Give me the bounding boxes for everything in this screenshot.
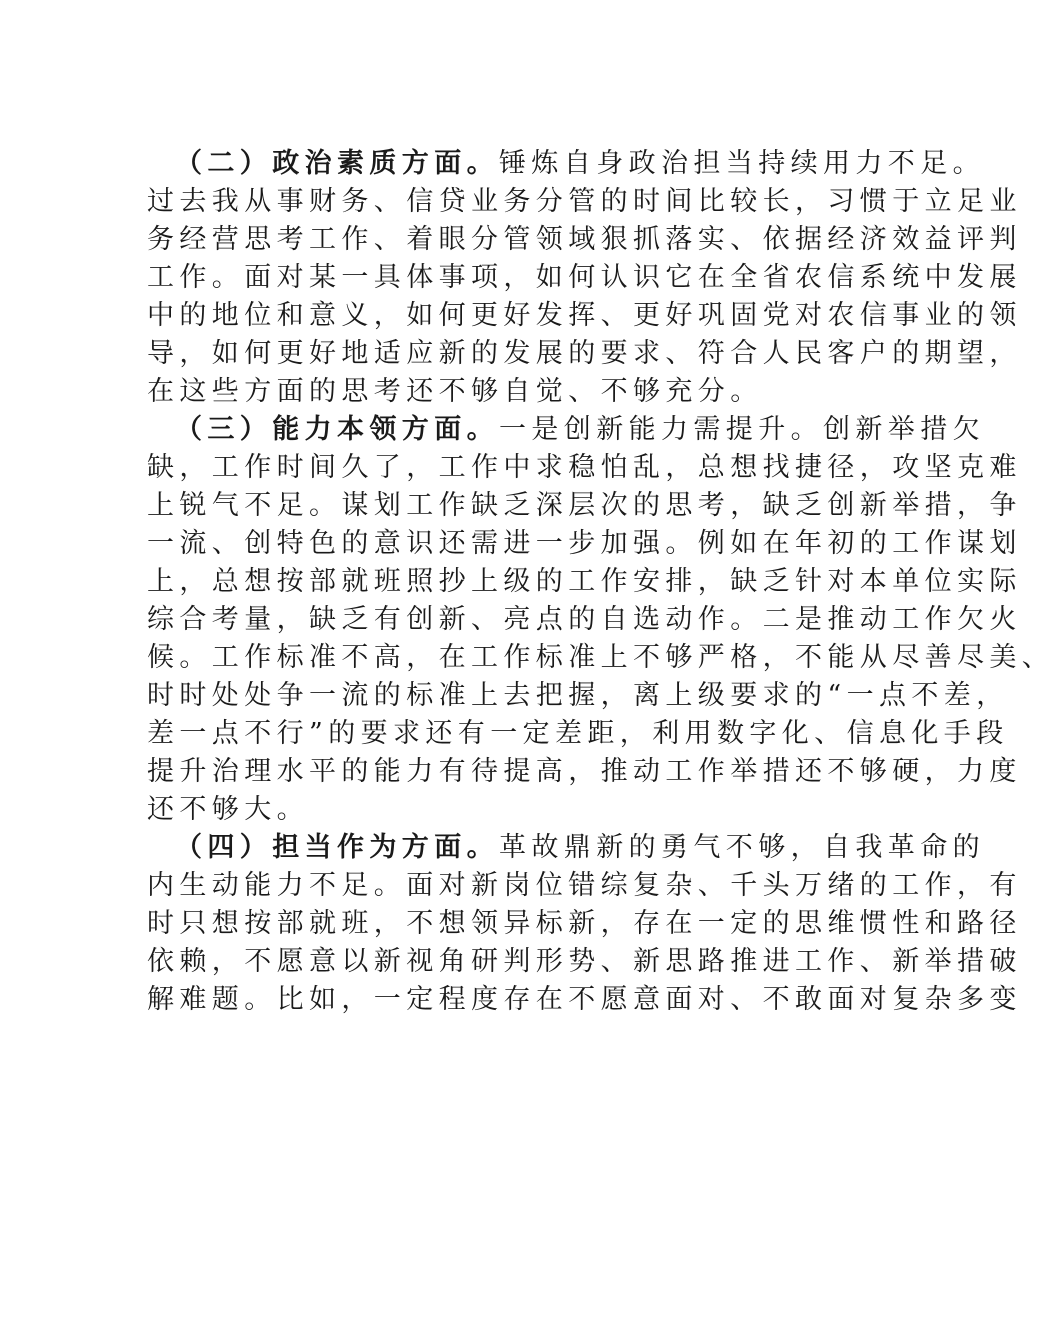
paragraph-line: 依赖，不愿意以新视角研判形势、新思路推进工作、新举措破: [147, 946, 1022, 977]
paragraph-line: 差一点不行”的要求还有一定差距，利用数字化、信息化手段: [147, 718, 1009, 749]
paragraph-line: 提升治理水平的能力有待提高，推动工作举措还不够硬，力度: [147, 756, 1022, 787]
text-span: 一是创新能力需提升。创新举措欠: [499, 414, 985, 445]
paragraph-line: 时只想按部就班，不想领异标新，存在一定的思维惯性和路径: [147, 908, 1022, 939]
paragraph-line: [175, 415, 985, 445]
paragraph-line: 上，总想按部就班照抄上级的工作安排，缺乏针对本单位实际: [147, 566, 1022, 597]
paragraph-line: 缺，工作时间久了，工作中求稳怕乱，总想找捷径，攻坚克难: [147, 452, 1022, 483]
paragraph-line: 在这些方面的思考还不够自觉、不够充分。: [147, 376, 763, 407]
paragraph-line: 务经营思考工作、着眼分管领域狠抓落实、依据经济效益评判: [147, 224, 1022, 255]
paragraph-line: 解难题。比如，一定程度存在不愿意面对、不敢面对复杂多变: [147, 984, 1022, 1015]
paragraph-line: 导，如何更好地适应新的发展的要求、符合人民客户的期望，: [147, 338, 1022, 369]
paragraph-line: 时时处处争一流的标准上去把握，离上级要求的“一点不差，: [147, 680, 1009, 711]
paragraph-line: 上锐气不足。谋划工作缺乏深层次的思考，缺乏创新举措，争: [147, 490, 1022, 521]
paragraph-line: 还不够大。: [147, 794, 309, 825]
paragraph-line: [175, 149, 985, 179]
text-span: 革故鼎新的勇气不够，自我革命的: [499, 832, 985, 863]
section-heading: （三）能力本领方面。: [175, 414, 499, 445]
section-heading: （四）担当作为方面。: [175, 832, 499, 863]
paragraph-line: 中的地位和意义，如何更好发挥、更好巩固党对农信事业的领: [147, 300, 1022, 331]
paragraph-line: 综合考量，缺乏有创新、亮点的自选动作。二是推动工作欠火: [147, 604, 1022, 635]
text-span: 锤炼自身政治担当持续用力不足。: [499, 148, 985, 179]
paragraph-line: 内生动能力不足。面对新岗位错综复杂、千头万绪的工作，有: [147, 870, 1022, 901]
section-heading: （二）政治素质方面。: [175, 148, 499, 179]
paragraph-line: [175, 833, 985, 863]
paragraph-line: 候。工作标准不高，在工作标准上不够严格，不能从尽善尽美、: [147, 642, 1054, 673]
paragraph-line: 一流、创特色的意识还需进一步加强。例如在年初的工作谋划: [147, 528, 1022, 559]
paragraph-line: 过去我从事财务、信贷业务分管的时间比较长，习惯于立足业: [147, 186, 1022, 217]
paragraph-line: 工作。面对某一具体事项，如何认识它在全省农信系统中发展: [147, 262, 1022, 293]
